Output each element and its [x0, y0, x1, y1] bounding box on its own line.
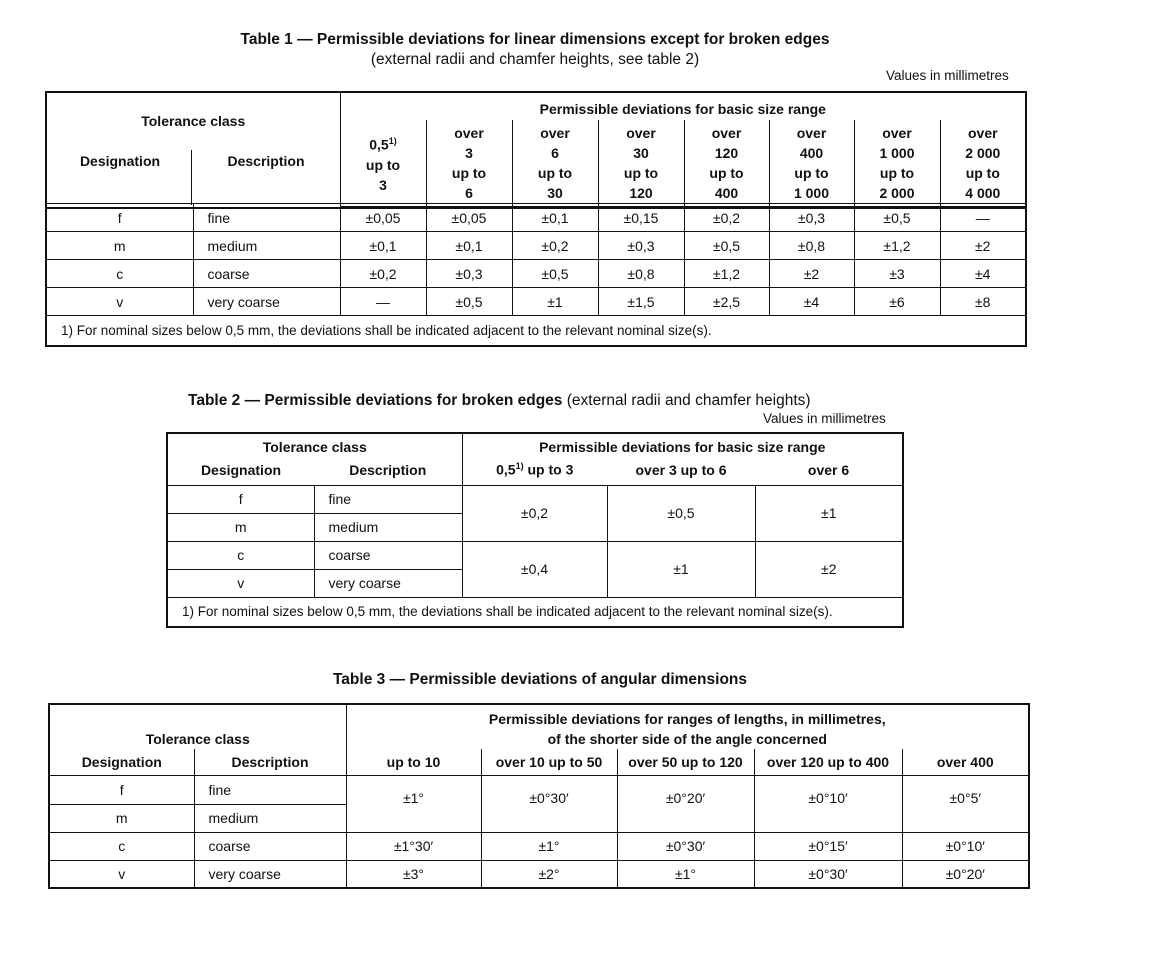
table1-value-cell: ±1,2 — [854, 232, 940, 260]
table3 — [48, 703, 1030, 889]
table3-value: ±1° — [346, 775, 481, 832]
table1-units: Values in millimetres — [886, 68, 1009, 83]
table-row — [46, 204, 1026, 232]
table1-value-cell: ±0,05 — [340, 204, 426, 232]
table3-value: ±0°30′ — [481, 775, 617, 832]
table1-value-cell: ±6 — [854, 288, 940, 316]
table1-value-cell: ±4 — [940, 260, 1026, 288]
table3-designation-header: Designation — [49, 749, 194, 775]
table1-range-2: over 3 up to 6 — [426, 120, 512, 206]
table2-title-suffix: (external radii and chamfer heights) — [566, 392, 811, 409]
table1-value-cell: ±0,2 — [340, 260, 426, 288]
table1-designation-cell: v — [46, 288, 193, 316]
table3-range-1: up to 10 — [346, 749, 481, 775]
table2-row-c-designation: c — [167, 541, 314, 569]
table1-value-cell: ±8 — [940, 288, 1026, 316]
table1-value-cell: ±0,3 — [769, 204, 854, 232]
table1-tolerance-class-block — [46, 92, 340, 206]
table2-footnote: 1) For nominal sizes below 0,5 mm, the deviations shall be indicated adjacent to the relevant nominal size(s). — [167, 597, 903, 627]
table2-row-c-description: coarse — [314, 541, 462, 569]
table3-title: Table 3 — Permissible deviations of angular dimensions — [332, 671, 748, 688]
table1 — [45, 91, 1027, 209]
table2-row-m-description: medium — [314, 513, 462, 541]
table1-value-cell: ±2 — [769, 260, 854, 288]
table2-value: ±1 — [607, 541, 755, 597]
table2-value: ±0,2 — [462, 485, 607, 541]
table1-description-cell: coarse — [193, 260, 340, 288]
table-row — [46, 288, 1026, 316]
table3-tolerance-class: Tolerance class — [49, 704, 346, 749]
table3-value: ±0°10′ — [754, 775, 902, 832]
table1-value-cell: ±0,5 — [512, 260, 598, 288]
table1-range-header: Permissible deviations for basic size range — [340, 92, 1026, 120]
table3-range-4: over 120 up to 400 — [754, 749, 902, 775]
table1-body — [45, 203, 1027, 347]
table1-value-cell: ±0,8 — [598, 260, 684, 288]
table3-range-2: over 10 up to 50 — [481, 749, 617, 775]
table1-footnote: 1) For nominal sizes below 0,5 mm, the deviations shall be indicated adjacent to the relevant nominal size(s). — [46, 316, 1026, 346]
table2-units: Values in millimetres — [763, 411, 886, 426]
table3-row-v-designation: v — [49, 860, 194, 888]
table3-range-header — [346, 704, 1029, 749]
table1-range-8: over 2 000 up to 4 000 — [940, 120, 1026, 206]
table3-description-header: Description — [194, 749, 346, 775]
table1-description-cell: very coarse — [193, 288, 340, 316]
table3-value: ±0°10′ — [902, 832, 1029, 860]
table1-value-cell: ±3 — [854, 260, 940, 288]
table1-range-5: over 120 up to 400 — [684, 120, 769, 206]
table-row — [46, 232, 1026, 260]
table2 — [166, 432, 904, 628]
table3-value: ±0°30′ — [617, 832, 754, 860]
table1-range-1: 0,5$^{1)}$ up to 3 — [340, 120, 426, 206]
table1-value-cell: ±2,5 — [684, 288, 769, 316]
table3-row-c-description: coarse — [194, 832, 346, 860]
table1-value-cell: ±0,15 — [598, 204, 684, 232]
table2-value: ±0,5 — [607, 485, 755, 541]
table3-range-header-line2: of the shorter side of the angle concerned — [547, 731, 827, 747]
table2-range-1: 0,5$^{1)}$ up to 3 — [462, 455, 607, 485]
table1-description-header: Description — [227, 153, 305, 169]
table1-header-divider — [191, 150, 192, 205]
table1-designation-cell: f — [46, 204, 193, 232]
table1-value-cell: — — [340, 288, 426, 316]
table1-designation-cell: c — [46, 260, 193, 288]
table3-value: ±1° — [617, 860, 754, 888]
table1-value-cell: ±0,1 — [426, 232, 512, 260]
table1-value-cell: ±2 — [940, 232, 1026, 260]
table2-row-m-designation: m — [167, 513, 314, 541]
table3-value: ±0°20′ — [617, 775, 754, 832]
table2-row-v-description: very coarse — [314, 569, 462, 597]
table1-value-cell: ±0,3 — [598, 232, 684, 260]
table2-row-f-description: fine — [314, 485, 462, 513]
table1-description-cell: medium — [193, 232, 340, 260]
table3-value: ±0°30′ — [754, 860, 902, 888]
table2-value: ±1 — [755, 485, 903, 541]
table1-designation-header: Designation — [79, 153, 161, 169]
table3-row-f-description: fine — [194, 775, 346, 804]
table3-value: ±3° — [346, 860, 481, 888]
table1-subtitle: (external radii and chamfer heights, see table 2) — [370, 51, 700, 68]
table3-row-m-designation: m — [49, 804, 194, 832]
table1-value-cell: ±0,3 — [426, 260, 512, 288]
table1-value-cell: ±0,5 — [684, 232, 769, 260]
table3-row-f-designation: f — [49, 775, 194, 804]
table3-row-m-description: medium — [194, 804, 346, 832]
table1-value-cell: ±1,5 — [598, 288, 684, 316]
table2-row-v-designation: v — [167, 569, 314, 597]
table3-range-3: over 50 up to 120 — [617, 749, 754, 775]
table3-value: ±0°15′ — [754, 832, 902, 860]
table3-row-v-description: very coarse — [194, 860, 346, 888]
table1-value-cell: ±4 — [769, 288, 854, 316]
table3-value: ±0°5′ — [902, 775, 1029, 832]
table1-value-cell: ±0,5 — [426, 288, 512, 316]
table3-range-5: over 400 — [902, 749, 1029, 775]
table2-row-f-designation: f — [167, 485, 314, 513]
table2-tolerance-class: Tolerance class — [167, 433, 462, 455]
table1-value-cell: ±0,1 — [340, 232, 426, 260]
table1-value-cell: ±0,05 — [426, 204, 512, 232]
table-row — [46, 260, 1026, 288]
table3-row-c-designation: c — [49, 832, 194, 860]
table1-range-3: over 6 up to 30 — [512, 120, 598, 206]
table1-value-cell: ±0,2 — [512, 232, 598, 260]
table1-description-cell: fine — [193, 204, 340, 232]
table1-value-cell: ±0,1 — [512, 204, 598, 232]
table3-value: ±1° — [481, 832, 617, 860]
table2-range-3: over 6 — [755, 455, 903, 485]
table3-value: ±2° — [481, 860, 617, 888]
table2-range-2: over 3 up to 6 — [607, 455, 755, 485]
table1-value-cell: ±1,2 — [684, 260, 769, 288]
table2-value: ±2 — [755, 541, 903, 597]
table1-range-6: over 400 up to 1 000 — [769, 120, 854, 206]
table2-value: ±0,4 — [462, 541, 607, 597]
table2-range-header: Permissible deviations for basic size range — [462, 433, 903, 455]
table1-value-cell: — — [940, 204, 1026, 232]
table2-description-header: Description — [314, 455, 462, 485]
table1-range-7: over 1 000 up to 2 000 — [854, 120, 940, 206]
table2-title: Table 2 — Permissible deviations for broken edges (external radii and chamfer heights) — [188, 392, 811, 409]
table3-range-header-line1: Permissible deviations for ranges of lengths, in millimetres, — [488, 711, 886, 727]
table1-title: Table 1 — Permissible deviations for linear dimensions except for broken edges (external radii and chamfer heights, see table 2) — [240, 31, 830, 68]
table1-range-4: over 30 up to 120 — [598, 120, 684, 206]
table1-value-cell: ±0,2 — [684, 204, 769, 232]
table1-value-cell: ±1 — [512, 288, 598, 316]
table3-value: ±1°30′ — [346, 832, 481, 860]
table3-value: ±0°20′ — [902, 860, 1029, 888]
table2-designation-header: Designation — [167, 455, 314, 485]
table1-value-cell: ±0,8 — [769, 232, 854, 260]
table1-tolerance-class: Tolerance class — [141, 113, 246, 129]
table1-designation-cell: m — [46, 232, 193, 260]
table1-value-cell: ±0,5 — [854, 204, 940, 232]
